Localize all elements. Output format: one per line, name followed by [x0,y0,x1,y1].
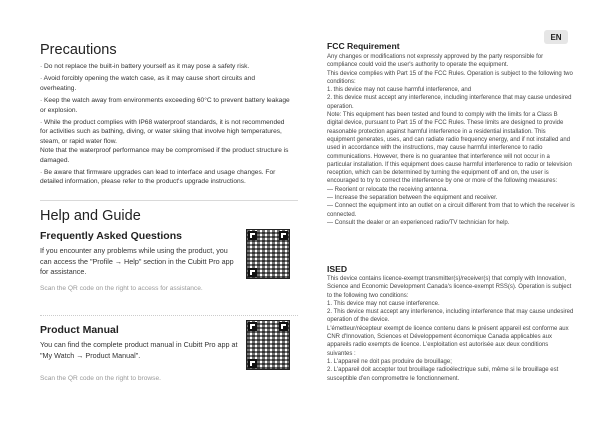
fcc-line: This device complies with Part 15 of the FCC Rules. Operation is subject to the following two conditions: [327,70,573,85]
precaution-item: · Keep the watch away from environments exceeding 60°C to prevent battery leakage or explosion. [40,97,290,114]
fcc-line: Note: This equipment has been tested and found to comply with the limits for a Class B digital device, pursuant to Part 15 of the FCC Rules. These limits are designed to provide reasonable protection against harmful interference in a residential installation. This equipment generates, uses, and can radiate radio frequency energy, and if not installed and used in accordance with the instructions, may cause harmful interference to radio communications. However, there is no guarantee that interference will not occur in a particular installation. If this equipment does cause harmful interference to radio or television reception, which can be determined by turning the equipment off and on, the user is encouraged to try to correct the interference by one or more of the following measures: [327,112,572,185]
divider [40,200,298,201]
ised-text [327,275,575,383]
ised-line: 2. This device must accept any interference, including interference that may cause undesired operation of the device. [327,309,574,324]
precautions-list [40,62,292,187]
ised-line: L'émetteur/récepteur exempt de licence contenu dans le présent appareil est conforme aux [327,325,569,332]
fcc-text [327,53,575,227]
precaution-item: · Avoid forcibly opening the watch case, as it may cause short circuits and overheating. [40,75,256,92]
fcc-line: — Connect the equipment into an outlet on a circuit different from that to which the receiver is connected. [327,203,575,218]
precaution-item: · Be aware that firmware upgrades can lead to interface and usage changes. For detailed information, please refer to the product's upgrade instructions. [40,169,276,186]
ised-line: 1. This device may not cause interference. [327,300,440,307]
dotted-divider [40,315,298,316]
ised-line: 1. L'appareil ne doit pas produire de brouillage; [327,358,452,365]
fcc-title: FCC Requirement [327,41,400,51]
ised-line: 2. L'appareil doit accepter tout brouillage radioélectrique subi, même si le brouillage est susceptible d'en compromettre le fonctionnement. [327,367,559,382]
manual-body: You can find the complete product manual in Cubitt Pro app at "My Watch → Product Manual". [40,340,238,360]
language-badge: EN [544,30,568,44]
fcc-line: — Increase the separation between the equipment and receiver. [327,195,498,202]
help-title: Help and Guide [40,208,141,224]
faq-title: Frequently Asked Questions [40,230,182,242]
precaution-item: · While the product complies with IP68 waterproof standards, it is not recommended for activities such as bathing, diving, or water skiing that involve high temperatures, steam, or rapid water flow. [40,119,285,145]
precautions-title: Precautions [40,42,117,58]
fcc-line: — Consult the dealer or an experienced radio/TV technician for help. [327,219,510,226]
faq-body: If you encounter any problems while using the product, you can access the "Profile → Help" section in the Cubitt Pro app for assistance. [40,246,234,276]
manual-scan-hint: Scan the QR code on the right to browse. [40,375,161,382]
qr-finder [279,231,288,240]
faq-scan-hint: Scan the QR code on the right to access for assistance. [40,285,203,292]
qr-finder [248,322,257,331]
qr-finder [248,268,257,277]
manual-qr-code[interactable] [246,320,290,370]
ised-line: This device contains licence-exempt transmitter(s)/receiver(s) that comply with Innovation, Science and Economic Development Canada's licence-exempt RSS(s). Operation is subject to the following two conditions: [327,276,572,299]
manual-title: Product Manual [40,324,119,336]
qr-finder [248,359,257,368]
qr-finder [248,231,257,240]
fcc-line: Any changes or modifications not expressly approved by the party responsible for compliance could void the user's authority to operate the equipment. [327,54,544,69]
faq-qr-code[interactable] [246,229,290,279]
fcc-line: 2. this device must accept any interference, including interference that may cause undesired operation. [327,95,572,110]
qr-finder [279,322,288,331]
precaution-note: Note that the waterproof performance may be compromised if the product structure is damaged. [40,147,289,164]
fcc-line: 1. this device may not cause harmful interference, and [327,87,472,94]
ised-line: CNR d'Innovation, Sciences et Développement économique Canada applicables aux appareils radio exempts de licence. L'exploitation est autorisée aux deux conditions suivantes : [327,334,552,357]
ised-title: ISED [327,264,348,274]
precaution-item: · Do not replace the built-in battery yourself as it may pose a safety risk. [40,63,250,70]
fcc-line: — Reorient or relocate the receiving antenna. [327,186,449,193]
